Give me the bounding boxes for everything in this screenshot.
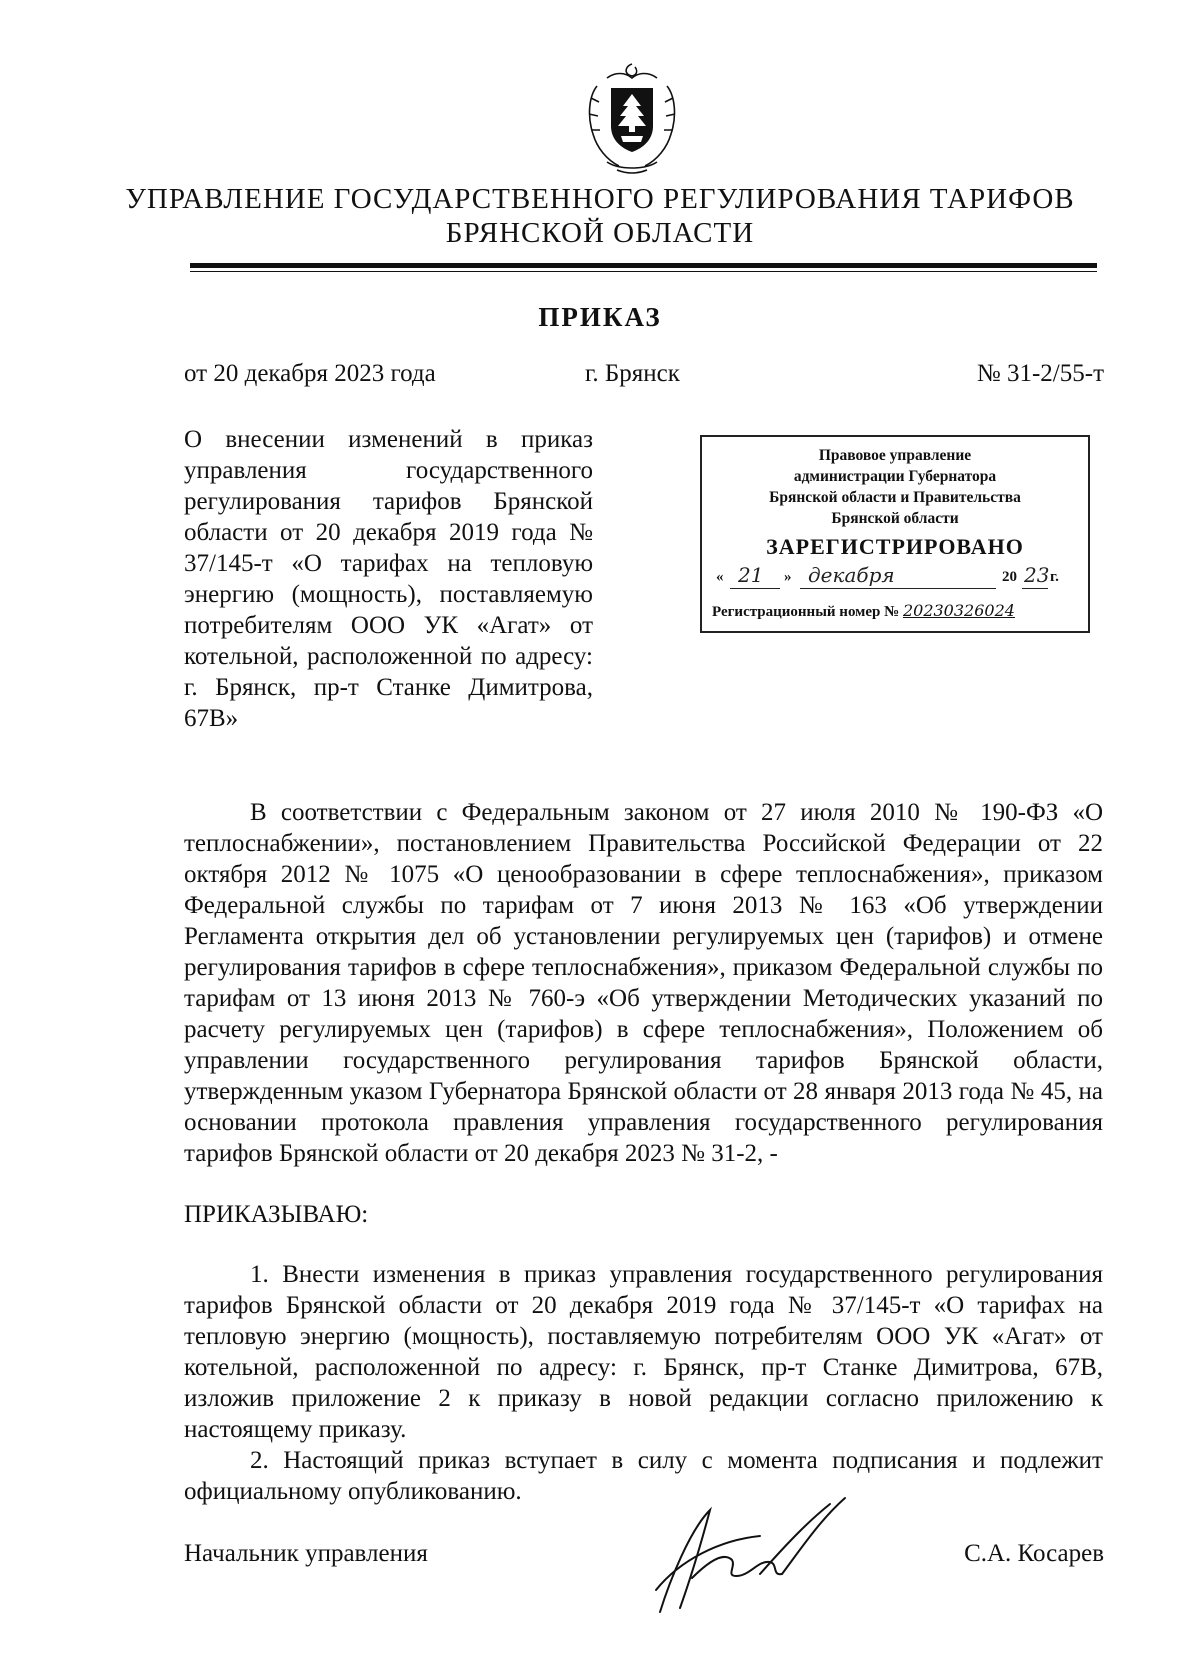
order-item-2: 2. Настоящий приказ вступает в силу с момента подписания и подлежит официальному опубликованию. [184, 1447, 1103, 1505]
stamp-year: 23 [1024, 563, 1050, 587]
stamp-quote-open: « [716, 569, 724, 585]
document-city: г. Брянск [585, 360, 680, 387]
stamp-registration-number [712, 601, 1084, 621]
stamp-org-line2: администрации Губернатора [793, 468, 997, 485]
stamp-org-line1: Правовое управление [818, 447, 972, 464]
signatory-name: С.А. Косарев [964, 1540, 1104, 1567]
stamp-date [712, 565, 1078, 593]
document-subject: О внесении изменений в приказ управления государственного регулирования тарифов Брянской области от 20 декабря 2019 года № 37/145-т «О тарифах на тепловую энергию (мощность), поставляемую потребителям ООО УК «Агат» от котельной, расположенной по адресу: г. Брянск, пр-т Станке Димитрова, 67В» [184, 426, 593, 732]
stamp-org-line3: Брянской области и Правительства [769, 489, 1021, 506]
stamp-regnum-value: 20230326024 [902, 601, 1015, 620]
stamp-registered: ЗАРЕГИСТРИРОВАНО [766, 534, 1024, 559]
stamp-org-line4: Брянской области [831, 510, 959, 527]
registration-stamp [700, 435, 1090, 633]
order-word: ПРИКАЗЫВАЮ: [184, 1201, 369, 1228]
order-item-1: 1. Внести изменения в приказ управления государственного регулирования тарифов Брянской области от 20 декабря 2019 года № 37/145-т «О тарифах на тепловую энергию (мощность), поставляемую потребителям ООО УК «Агат» от котельной, расположенной по адресу: г. Брянск, пр-т Станке Димитрова, 67В, изложив приложение 2 к приказу в новой редакции согласно приложению к настоящему приказу. [184, 1261, 1103, 1443]
signatory-position: Начальник управления [184, 1540, 428, 1567]
stamp-regnum-label: Регистрационный номер № [712, 604, 900, 620]
organization-name-line2: БРЯНСКОЙ ОБЛАСТИ [445, 217, 755, 249]
document-title: ПРИКАЗ [538, 302, 662, 332]
stamp-day: 21 [738, 563, 764, 587]
header-rule-thin [190, 271, 1097, 272]
coat-of-arms-icon [577, 58, 687, 178]
document-number: № 31-2/55-т [976, 360, 1104, 387]
document-date: от 20 декабря 2023 года [184, 360, 436, 387]
preamble-paragraph: В соответствии с Федеральным законом от 27 июля 2010 № 190-ФЗ «О теплоснабжении», постановлением Правительства Российской Федерации от 22 октября 2012 № 1075 «О ценообразовании в сфере теплоснабжения», приказом Федеральной службы по тарифам от 7 июня 2013 № 163 «Об утверждении Регламента открытия дел об установлении регулируемых цен (тарифов) и отмене регулирования тарифов в сфере теплоснабжения», приказом Федеральной службы по тарифам от 13 июня 2013 № 760-э «Об утверждении Методических указаний по расчету регулируемых цен (тарифов) в сфере теплоснабжения», Положением об управлении государственного регулирования тарифов Брянской области, утвержденным указом Губернатора Брянской области от 28 января 2013 года № 45, на основании протокола правления управления государственного регулирования тарифов Брянской области от 20 декабря 2023 № 31-2, - [184, 799, 1103, 1167]
stamp-year-suffix: г. [1050, 569, 1059, 585]
stamp-quote-close: » [784, 569, 792, 585]
stamp-month: декабря [808, 563, 895, 587]
header-rule-thick [190, 263, 1097, 268]
organization-name-line1: УПРАВЛЕНИЕ ГОСУДАРСТВЕННОГО РЕГУЛИРОВАНИЯ ТАРИФОВ [125, 183, 1075, 215]
stamp-year-prefix: 20 [1002, 569, 1017, 585]
handwritten-signature [640, 1490, 860, 1620]
